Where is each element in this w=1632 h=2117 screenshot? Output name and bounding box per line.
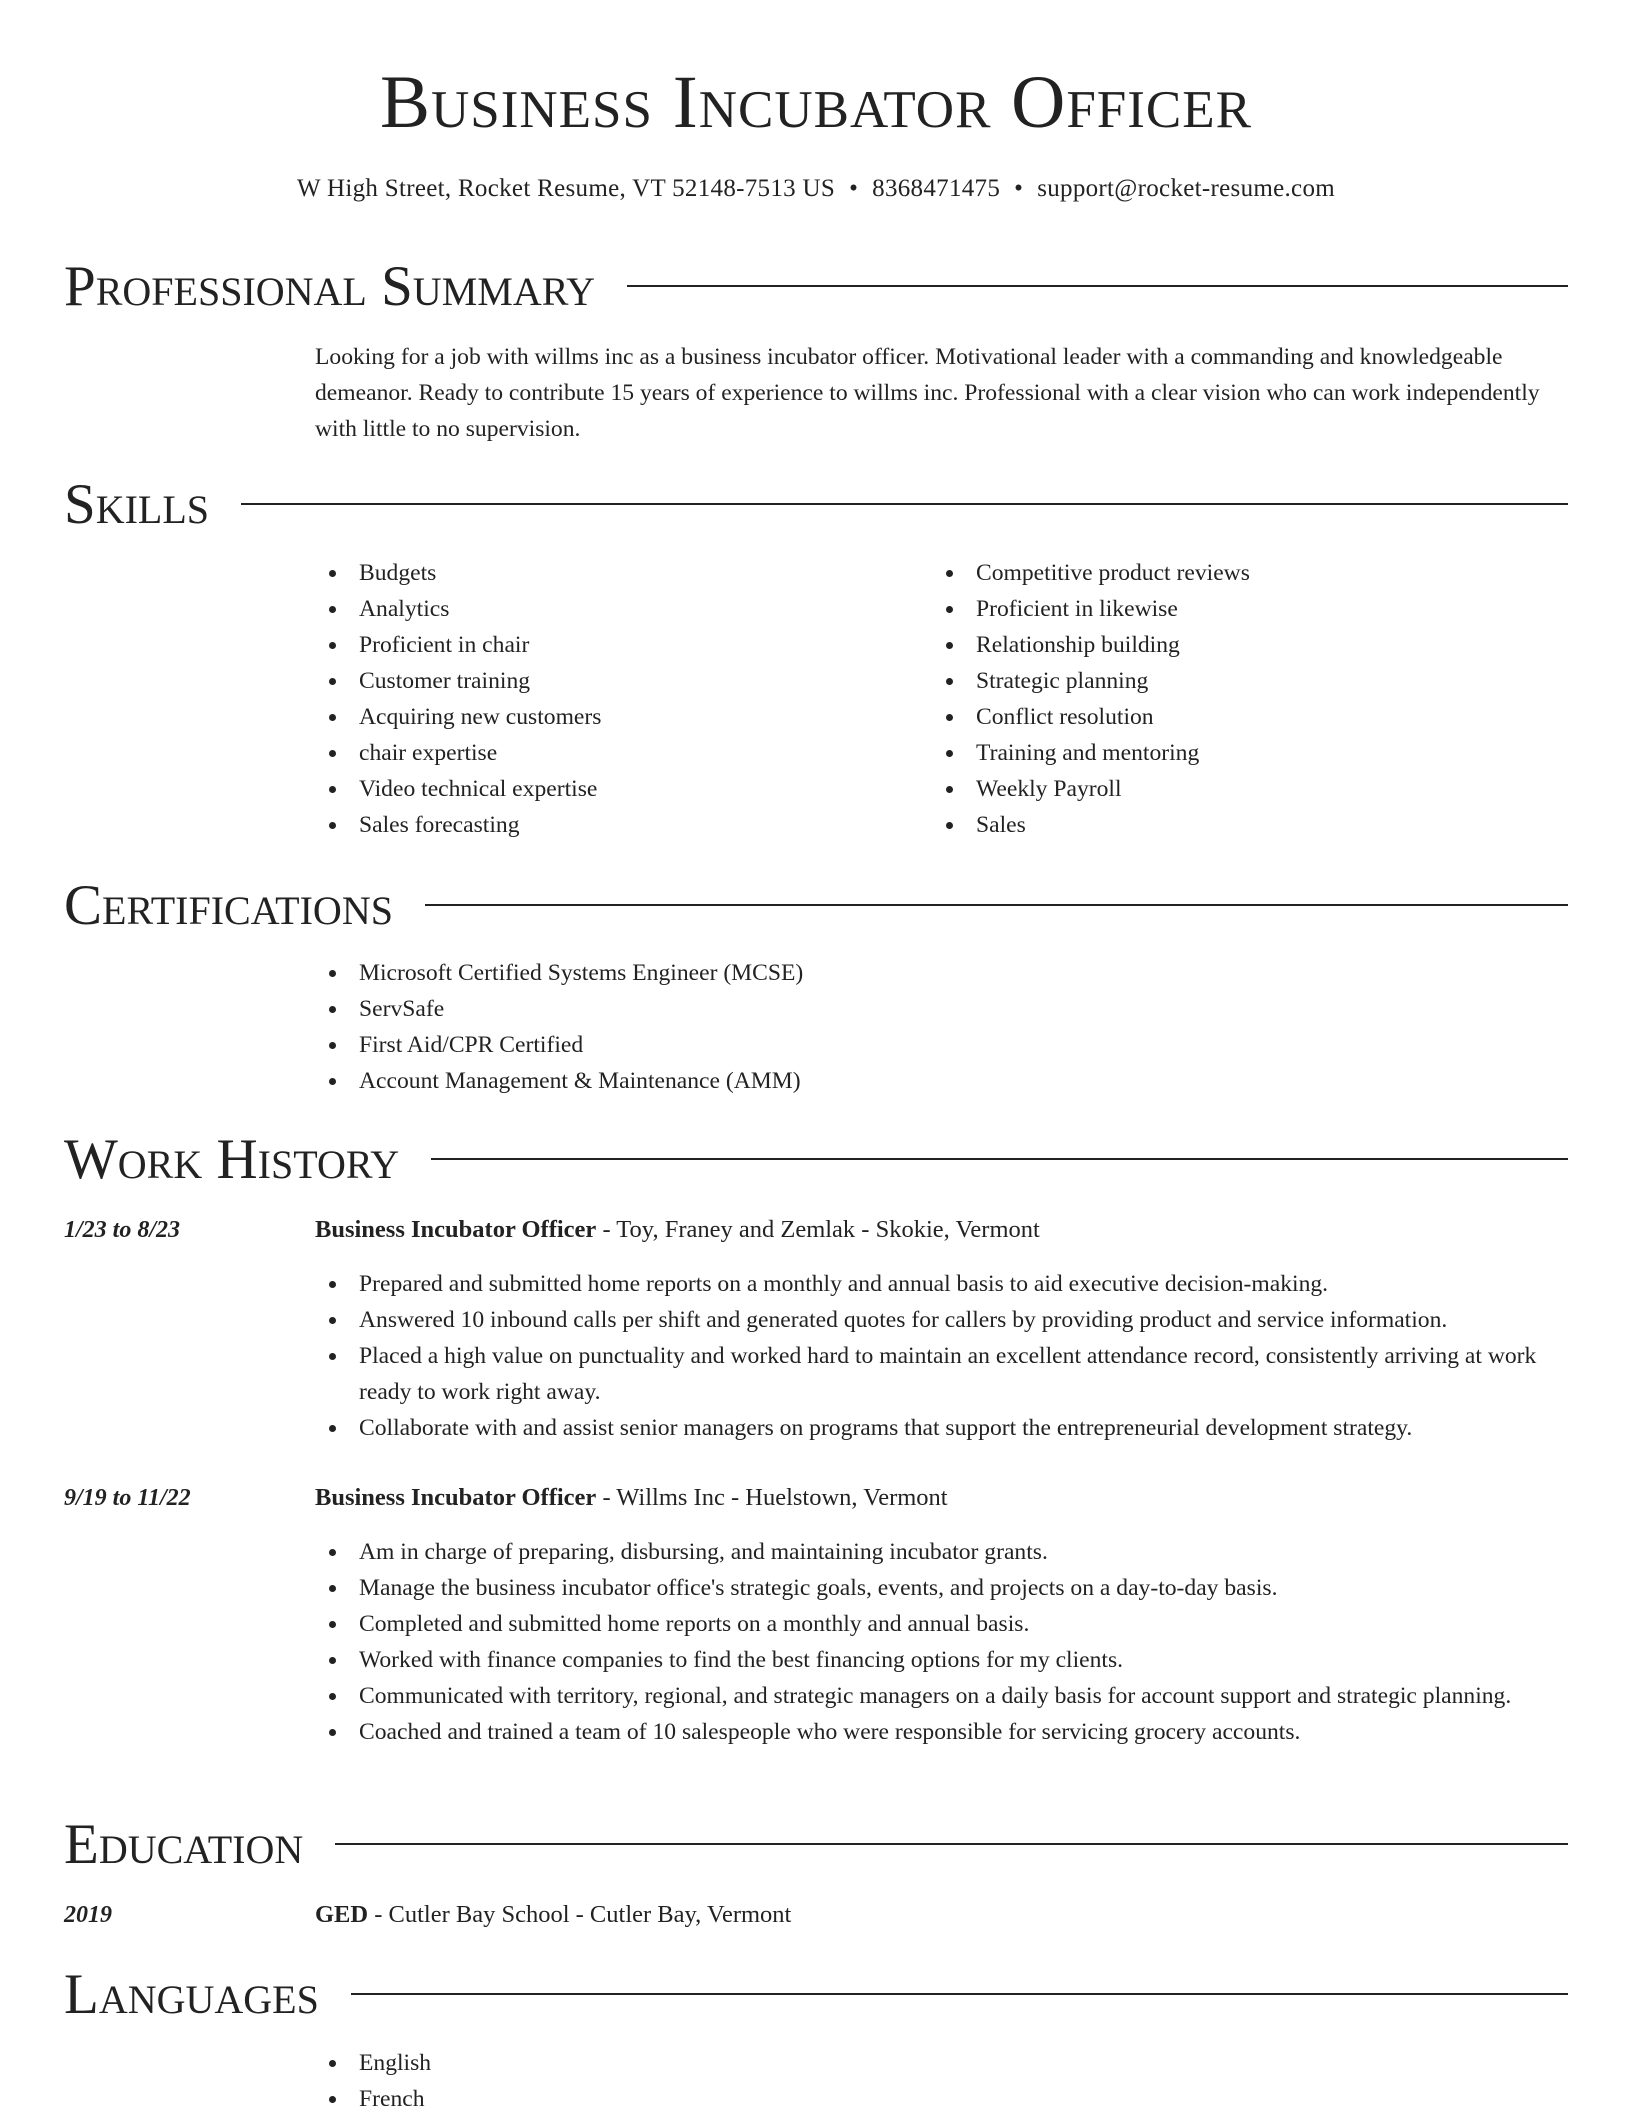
skill-item: Sales forecasting (315, 807, 875, 843)
certification-item: Microsoft Certified Systems Engineer (MCSE) (315, 955, 1515, 991)
job-company: - Toy, Franey and Zemlak - Skokie, Vermont (596, 1216, 1040, 1243)
job-bullet: Answered 10 inbound calls per shift and generated quotes for callers by providing product and service information. (315, 1302, 1565, 1338)
job-bullet: Worked with finance companies to find the best financing options for my clients. (315, 1642, 1565, 1678)
summary-heading (64, 254, 1568, 320)
skill-item: Acquiring new customers (315, 699, 875, 735)
section-title: Languages (64, 1963, 319, 2026)
skill-item: Weekly Payroll (932, 771, 1552, 807)
skills-heading (64, 472, 1568, 538)
skill-item: Proficient in likewise (932, 591, 1552, 627)
degree: GED (315, 1901, 369, 1928)
job-title-line (315, 1212, 1040, 1248)
summary-text: Looking for a job with willms inc as a business incubator officer. Motivational leader with a commanding and knowledgeable demeanor. Ready to contribute 15 years of experience to willms inc. Professional with a clear vision who can work independently with little to no supervision. (315, 344, 1540, 442)
candidate-name: Business Incubator Officer (379, 61, 1253, 144)
separator: • (1014, 175, 1024, 202)
skill-item: Training and mentoring (932, 735, 1552, 771)
phone: 8368471475 (872, 175, 1001, 202)
skill-item: Competitive product reviews (932, 555, 1552, 591)
skill-item: Customer training (315, 663, 875, 699)
skill-item: Relationship building (932, 627, 1552, 663)
job-title: Business Incubator Officer (315, 1484, 597, 1511)
skill-item: chair expertise (315, 735, 875, 771)
section-title: Certifications (64, 874, 393, 937)
job-bullet: Coached and trained a team of 10 salespeople who were responsible for servicing grocery accounts. (315, 1714, 1565, 1750)
education-year: 2019 (64, 1902, 112, 1928)
job-bullet: Communicated with territory, regional, and strategic managers on a daily basis for account support and strategic planning. (315, 1678, 1565, 1714)
section-title: Work History (64, 1128, 400, 1191)
education-line (315, 1897, 791, 1933)
job-bullet: Collaborate with and assist senior managers on programs that support the entrepreneurial development strategy. (315, 1410, 1565, 1446)
skill-item: Video technical expertise (315, 771, 875, 807)
job-bullet: Manage the business incubator office's strategic goals, events, and projects on a day-to-day basis. (315, 1570, 1565, 1606)
skill-item: Proficient in chair (315, 627, 875, 663)
divider (627, 285, 1568, 287)
skill-item: Strategic planning (932, 663, 1552, 699)
job-bullets (315, 1266, 1565, 1446)
skill-item: Budgets (315, 555, 875, 591)
skill-item: Conflict resolution (932, 699, 1552, 735)
certifications-list (315, 955, 1515, 1099)
job-bullets (315, 1534, 1565, 1750)
section-title: Skills (64, 473, 210, 536)
divider (431, 1158, 1568, 1160)
certification-item: First Aid/CPR Certified (315, 1027, 1515, 1063)
job-bullet: Prepared and submitted home reports on a monthly and annual basis to aid executive decision-making. (315, 1266, 1565, 1302)
separator: • (849, 175, 859, 202)
section-title: Professional Summary (64, 255, 596, 318)
education-heading (64, 1812, 1568, 1878)
job-title-line (315, 1480, 948, 1516)
skill-item: Analytics (315, 591, 875, 627)
job-dates: 1/23 to 8/23 (64, 1217, 181, 1243)
contact-line (0, 172, 1632, 206)
job-company: - Willms Inc - Huelstown, Vermont (596, 1484, 948, 1511)
work-history-heading (64, 1127, 1568, 1193)
email: support@rocket-resume.com (1037, 175, 1335, 202)
address: W High Street, Rocket Resume, VT 52148-7513 US (297, 175, 836, 202)
job-dates: 9/19 to 11/22 (64, 1485, 191, 1511)
job-bullet: Completed and submitted home reports on a monthly and annual basis. (315, 1606, 1565, 1642)
certification-item: ServSafe (315, 991, 1515, 1027)
languages-heading (64, 1962, 1568, 2028)
skills-list-right (932, 555, 1552, 843)
school: - Cutler Bay School - Cutler Bay, Vermont (368, 1901, 792, 1928)
language-item: English (315, 2045, 915, 2081)
skill-item: Sales (932, 807, 1552, 843)
certifications-heading (64, 873, 1568, 939)
skills-list-left (315, 555, 875, 843)
job-title: Business Incubator Officer (315, 1216, 597, 1243)
job-bullet: Am in charge of preparing, disbursing, and maintaining incubator grants. (315, 1534, 1565, 1570)
section-title: Education (64, 1813, 304, 1876)
divider (241, 503, 1568, 505)
languages-list (315, 2045, 915, 2117)
job-bullet: Placed a high value on punctuality and worked hard to maintain an excellent attendance record, consistently arriving at work ready to work right away. (315, 1338, 1565, 1410)
divider (351, 1993, 1568, 1995)
certification-item: Account Management & Maintenance (AMM) (315, 1063, 1515, 1099)
divider (335, 1843, 1568, 1845)
language-item: French (315, 2081, 915, 2117)
divider (425, 904, 1568, 906)
